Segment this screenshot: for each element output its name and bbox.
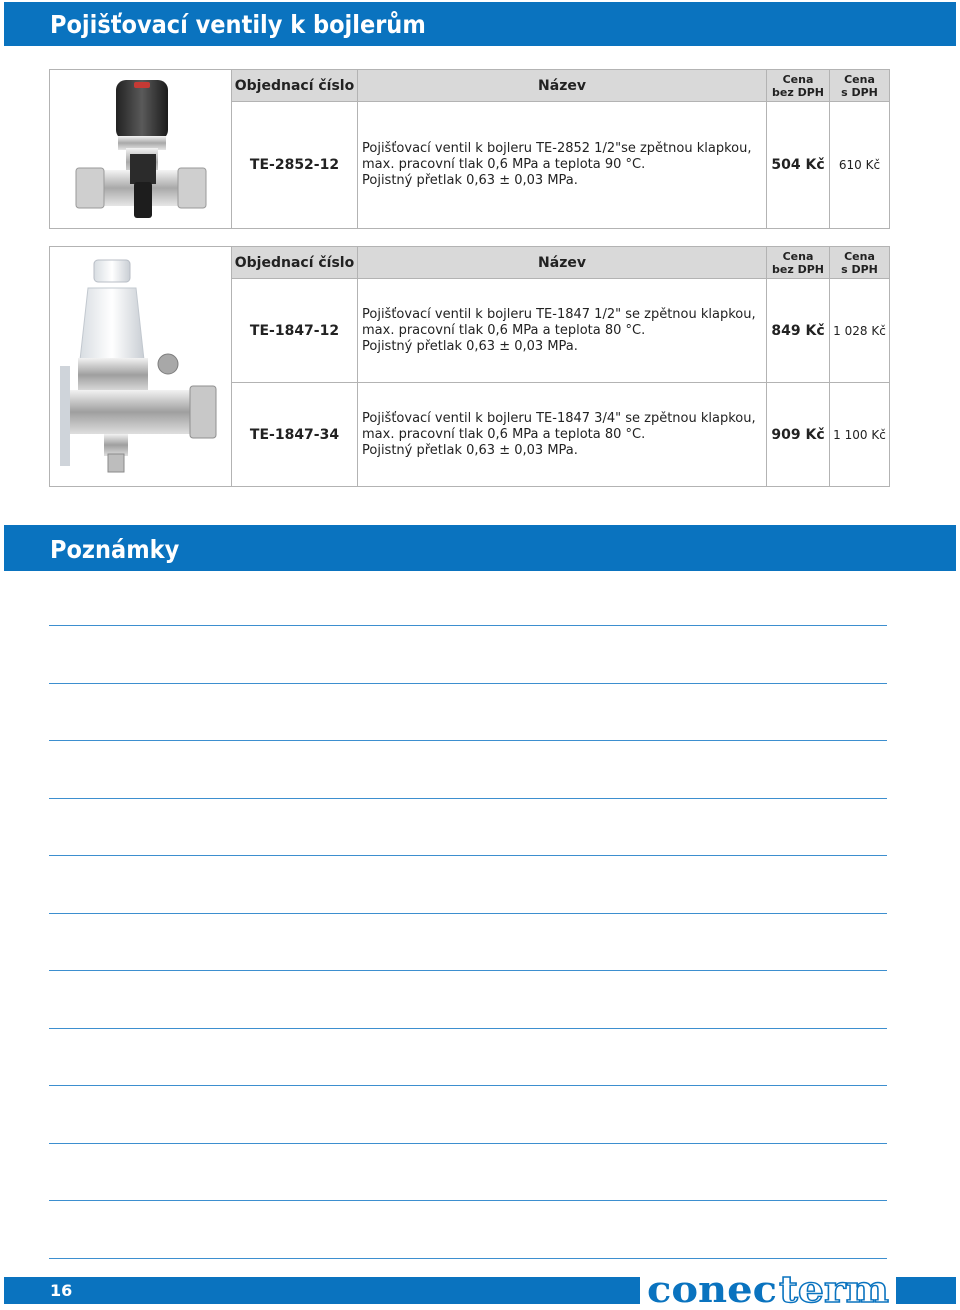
page-number: 16 bbox=[50, 1281, 73, 1300]
product-table-2 bbox=[49, 246, 890, 487]
notes-line bbox=[49, 798, 887, 799]
notes-line bbox=[49, 970, 887, 971]
notes-line bbox=[49, 1085, 887, 1086]
price-gross: 1 028 Kč bbox=[830, 279, 890, 383]
product-description: Pojišťovací ventil k bojleru TE-2852 1/2"se zpětnou klapkou, max. pracovní tlak 0,6 MPa a teplota 90 °C. Pojistný přetlak 0,63 ± 0,03 MPa. bbox=[358, 102, 767, 229]
page-title: Pojišťovací ventily k bojlerům bbox=[50, 10, 426, 39]
notes-line bbox=[49, 913, 887, 914]
product-image-te-2852 bbox=[50, 70, 232, 229]
notes-title: Poznámky bbox=[50, 535, 180, 564]
notes-band bbox=[4, 525, 956, 571]
valve-te-2852-image bbox=[66, 72, 216, 222]
header-code: Objednací číslo bbox=[232, 70, 358, 102]
header-price-net: Cena bez DPH bbox=[767, 247, 830, 279]
price-net: 909 Kč bbox=[767, 383, 830, 487]
brand-logo bbox=[645, 1271, 891, 1307]
price-net: 849 Kč bbox=[767, 279, 830, 383]
notes-line bbox=[49, 1200, 887, 1201]
page-title-band bbox=[4, 2, 956, 46]
product-code: TE-2852-12 bbox=[232, 102, 358, 229]
price-net: 504 Kč bbox=[767, 102, 830, 229]
product-code: TE-1847-34 bbox=[232, 383, 358, 487]
product-code: TE-1847-12 bbox=[232, 279, 358, 383]
product-description: Pojišťovací ventil k bojleru TE-1847 3/4" se zpětnou klapkou, max. pracovní tlak 0,6 MPa a teplota 80 °C. Pojistný přetlak 0,63 ± 0,03 MPa. bbox=[358, 383, 767, 487]
header-code: Objednací číslo bbox=[232, 247, 358, 279]
notes-line bbox=[49, 625, 887, 626]
header-name: Název bbox=[358, 247, 767, 279]
header-price-gross: Cena s DPH bbox=[830, 70, 890, 102]
svg-text:conec: conec bbox=[647, 1271, 777, 1307]
notes-line bbox=[49, 1258, 887, 1259]
footer-bar-left bbox=[4, 1277, 640, 1304]
notes-line bbox=[49, 1028, 887, 1029]
footer-bar-right bbox=[896, 1277, 956, 1304]
notes-line bbox=[49, 740, 887, 741]
header-price-net: Cena bez DPH bbox=[767, 70, 830, 102]
notes-line bbox=[49, 855, 887, 856]
price-gross: 610 Kč bbox=[830, 102, 890, 229]
product-table-1 bbox=[49, 69, 890, 229]
product-description: Pojišťovací ventil k bojleru TE-1847 1/2" se zpětnou klapkou, max. pracovní tlak 0,6 MPa a teplota 80 °C. Pojistný přetlak 0,63 ± 0,03 MPa. bbox=[358, 279, 767, 383]
notes-line bbox=[49, 1143, 887, 1144]
price-gross: 1 100 Kč bbox=[830, 383, 890, 487]
product-image-te-1847 bbox=[50, 247, 232, 487]
header-name: Název bbox=[358, 70, 767, 102]
svg-text:term: term bbox=[779, 1271, 889, 1307]
valve-te-1847-image bbox=[56, 250, 226, 480]
notes-line bbox=[49, 683, 887, 684]
header-price-gross: Cena s DPH bbox=[830, 247, 890, 279]
